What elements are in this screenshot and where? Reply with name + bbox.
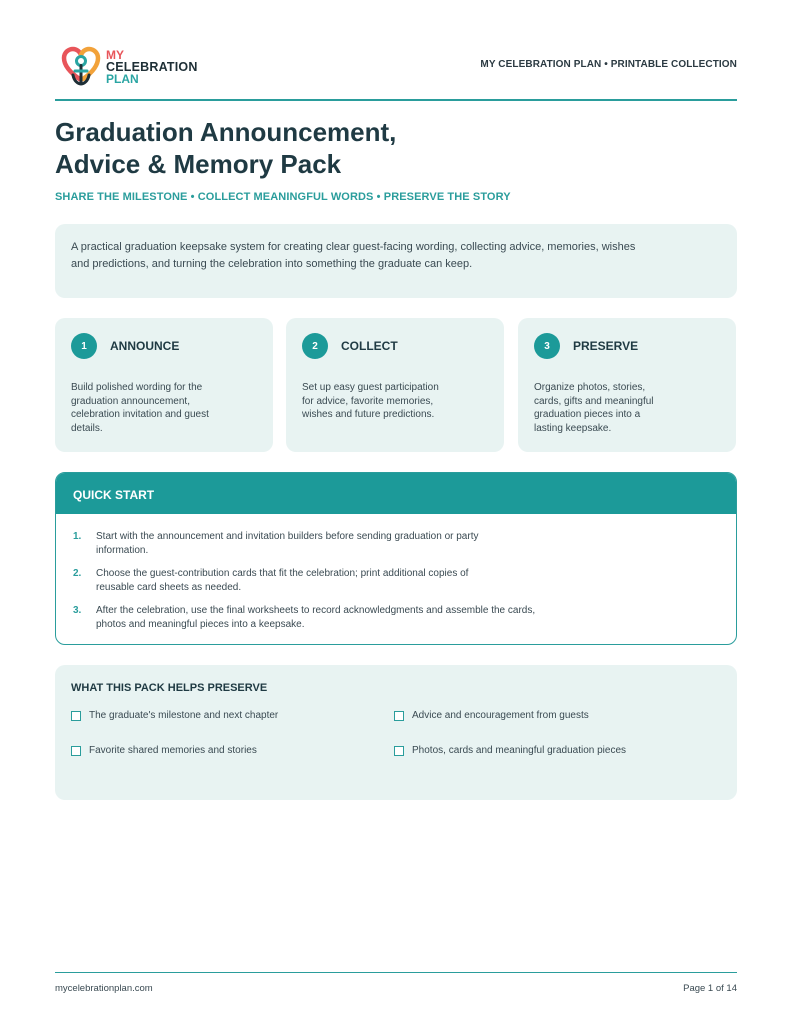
checklist-item[interactable] xyxy=(71,710,278,721)
checklist-item[interactable] xyxy=(394,745,626,756)
step-card-preserve xyxy=(518,318,736,452)
intro-text: A practical graduation keepsake system for creating clear guest-facing wording, collecting advice, memories, wishes and predictions, and turning the celebration into something the graduate can keep. xyxy=(71,241,636,270)
list-item-text: Choose the guest-contribution cards that fit the celebration; print additional copies of reusable card sheets as needed. xyxy=(96,568,469,593)
step-title: PRESERVE xyxy=(573,339,639,353)
page-header xyxy=(55,44,737,100)
list-item-text: After the celebration, use the final worksheets to record acknowledgments and assemble the cards, photos and meaningful pieces into a keepsake. xyxy=(96,605,536,630)
step-description: Organize photos, stories, cards, gifts and meaningful graduation pieces into a lasting keepsake. xyxy=(534,382,654,434)
checkbox[interactable] xyxy=(394,746,404,756)
list-item xyxy=(73,604,736,631)
page-title xyxy=(55,116,655,180)
list-item-text: Start with the announcement and invitation builders before sending graduation or party information. xyxy=(96,531,479,556)
list-item-number: 3. xyxy=(73,605,82,616)
header-divider xyxy=(55,99,737,101)
step-description: Set up easy guest participation for advice, favorite memories, wishes and future predictions. xyxy=(302,382,439,420)
steps-row xyxy=(55,318,737,452)
step-card-collect xyxy=(286,318,504,452)
step-description: Build polished wording for the graduation announcement, celebration invitation and guest details. xyxy=(71,382,209,434)
checklist-grid xyxy=(71,710,721,780)
step-title: ANNOUNCE xyxy=(110,339,180,353)
quick-start-panel xyxy=(55,472,737,645)
heart-anchor-logo-icon xyxy=(61,46,101,88)
intro-panel xyxy=(55,224,737,298)
checklist-item-label: Favorite shared memories and stories xyxy=(89,745,257,756)
checkbox[interactable] xyxy=(71,746,81,756)
step-number-badge: 2 xyxy=(302,333,328,359)
list-item-number: 2. xyxy=(73,568,82,579)
preserve-checklist-panel xyxy=(55,665,737,800)
quick-start-list xyxy=(56,514,736,631)
collection-label: MY CELEBRATION PLAN • PRINTABLE COLLECTION xyxy=(480,59,737,70)
checklist-item-label: Advice and encouragement from guests xyxy=(412,710,589,721)
title-line-2: Advice & Memory Pack xyxy=(55,149,342,179)
step-title: COLLECT xyxy=(341,339,398,353)
checklist-item-label: Photos, cards and meaningful graduation pieces xyxy=(412,745,627,756)
footer-website[interactable]: mycelebrationplan.com xyxy=(55,983,153,994)
page-subtitle: SHARE THE MILESTONE • COLLECT MEANINGFUL WORDS • PRESERVE THE STORY xyxy=(55,191,511,203)
logo-line-celebration: CELEBRATION xyxy=(106,60,198,74)
logo-line-my: MY xyxy=(106,48,124,62)
step-number-badge: 1 xyxy=(71,333,97,359)
step-number-badge: 3 xyxy=(534,333,560,359)
checklist-item[interactable] xyxy=(71,745,257,756)
checklist-title: WHAT THIS PACK HELPS PRESERVE xyxy=(71,682,268,694)
checklist-item[interactable] xyxy=(394,710,589,721)
checklist-item-label: The graduate's milestone and next chapter xyxy=(89,710,279,721)
brand-logo[interactable] xyxy=(61,46,198,88)
page-number: Page 1 of 14 xyxy=(683,983,737,994)
checkbox[interactable] xyxy=(394,711,404,721)
footer-divider xyxy=(55,972,737,973)
title-line-1: Graduation Announcement, xyxy=(55,117,397,147)
logo-wordmark xyxy=(106,49,198,85)
list-item xyxy=(73,530,736,557)
list-item-number: 1. xyxy=(73,531,82,542)
logo-line-plan: PLAN xyxy=(106,72,139,86)
quick-start-title: QUICK START xyxy=(56,473,736,514)
checkbox[interactable] xyxy=(71,711,81,721)
list-item xyxy=(73,567,736,594)
step-card-announce xyxy=(55,318,273,452)
